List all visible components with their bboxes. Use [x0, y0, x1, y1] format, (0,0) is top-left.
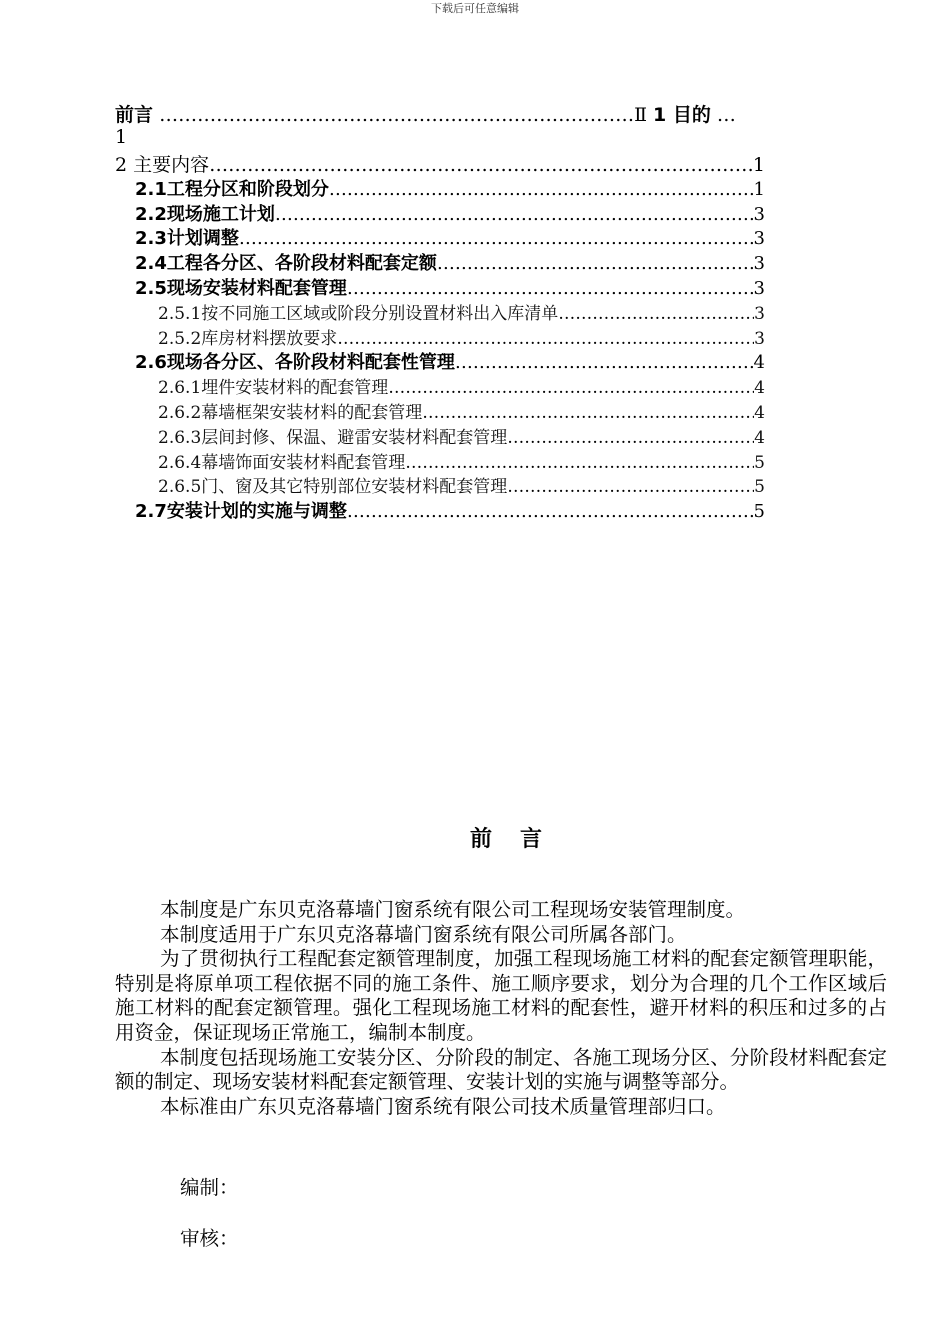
toc-entry-page: 4: [754, 427, 765, 448]
toc-entry-label: 2.4工程各分区、各阶段材料配套定额: [135, 253, 437, 274]
toc-entry-label: 2.6.1埋件安装材料的配套管理: [158, 378, 389, 398]
toc-row-preface[interactable]: [115, 100, 765, 126]
toc-leader-dots: …………………………………………………………………: [159, 104, 635, 126]
toc-entry-page: 5: [754, 452, 765, 473]
toc-entry-page: 5: [754, 477, 765, 498]
toc-entry-label: 2.6.2幕墙框架安装材料的配套管理: [158, 402, 423, 423]
toc-entry[interactable]: [115, 274, 765, 299]
toc-leader-dots: [275, 204, 754, 225]
toc-entry-page: 1: [753, 178, 765, 200]
toc-entry[interactable]: [115, 150, 765, 175]
toc-entry-page: 3: [754, 328, 765, 349]
toc-entry-label: 2.3计划调整: [135, 228, 239, 250]
toc-entry-label: 2.1工程分区和阶段划分: [135, 178, 329, 200]
toc-entry-label: 2.6.4幕墙饰面安装材料配套管理: [158, 452, 406, 473]
toc-leader-dots: [329, 179, 754, 200]
toc-entry[interactable]: [115, 423, 765, 448]
toc-entry[interactable]: [115, 224, 765, 249]
toc-entry[interactable]: [115, 398, 765, 423]
toc-leader-dots: [455, 352, 754, 373]
toc-entry[interactable]: [115, 472, 765, 497]
toc-entry[interactable]: [115, 448, 765, 473]
toc-entry-page: 3: [753, 203, 765, 225]
preface-paragraph: 本制度适用于广东贝克洛幕墙门窗系统有限公司所属各部门。: [160, 922, 687, 946]
toc-entry-label: 2.6.3层间封修、保温、避雷安装材料配套管理: [158, 427, 508, 448]
toc-entry[interactable]: [115, 249, 765, 274]
toc-leader-dots: [422, 403, 754, 423]
toc-leader-dots: [558, 304, 754, 324]
toc-leader-dots: [347, 501, 754, 522]
toc-entry-page: 4: [753, 352, 765, 374]
toc-purpose-label: 1 目的: [653, 104, 711, 126]
toc-entry-page: 1: [752, 154, 765, 175]
toc-entry-label: 2.5.1按不同施工区域或阶段分别设置材料出入库清单: [158, 303, 559, 324]
toc-leader-dots: [347, 278, 754, 299]
toc-entry-label: 2.6.5门、窗及其它特别部位安装材料配套管理: [158, 477, 508, 498]
toc-entry-page: 4: [754, 402, 765, 423]
table-of-contents: [115, 100, 765, 522]
header-watermark: 下载后可任意编辑: [431, 2, 519, 15]
toc-leader-dots: [239, 228, 754, 249]
toc-entry-page: 3: [753, 253, 765, 274]
toc-entry[interactable]: [115, 373, 765, 398]
preface-title: 前言: [469, 827, 570, 852]
toc-entry-page: 3: [753, 277, 765, 299]
toc-preface-page: Ⅱ: [634, 104, 647, 126]
toc-entry-label: 2.7安装计划的实施与调整: [135, 501, 347, 522]
preface-paragraph: 为了贯彻执行工程配套定额管理制度，加强工程现场施工材料的配套定额管理职能，特别是将原单项工程依据不同的施工条件、施工顺序要求，划分为合理的几个工作区域后施工材料的配套定额管理。强化工程现场施工材料的配套性，避开材料的积压和过多的占用资金，保证现场正常施工，编制本制度。: [115, 947, 887, 1044]
toc-entry-page: 3: [753, 228, 765, 250]
toc-leader-dots: …: [716, 104, 736, 126]
toc-leader-dots: [507, 477, 754, 497]
preface-paragraph: 本标准由广东贝克洛幕墙门窗系统有限公司技术质量管理部归口。: [160, 1094, 726, 1118]
toc-leader-dots: [337, 329, 754, 349]
toc-entry-label: 2.6现场各分区、各阶段材料配套性管理: [135, 352, 455, 374]
toc-leader-dots: [405, 453, 754, 473]
toc-entry[interactable]: [115, 348, 765, 373]
toc-leader-dots: [209, 154, 753, 175]
toc-entry-page: 3: [754, 303, 765, 324]
toc-entry-label: 2.2现场施工计划: [135, 203, 275, 225]
preface-paragraph: 本制度包括现场施工安装分区、分阶段的制定、各施工现场分区、分阶段材料配套定额的制定、现场安装材料配套定额管理、安装计划的实施与调整等部分。: [115, 1045, 887, 1094]
compiled-by-label: 编制：: [180, 1176, 239, 1199]
toc-entry-label: 2.5.2库房材料摆放要求: [158, 328, 338, 349]
toc-entry[interactable]: [115, 497, 765, 522]
toc-entry[interactable]: [115, 324, 765, 349]
toc-leader-dots: [437, 253, 754, 274]
toc-entry[interactable]: [115, 200, 765, 225]
toc-leader-dots: [507, 428, 754, 448]
toc-entry-page: 5: [753, 501, 765, 522]
reviewed-by-label: 审核：: [180, 1227, 239, 1250]
toc-entry-page: 4: [754, 378, 765, 398]
toc-entry-list: [115, 150, 765, 522]
preface-paragraph: 本制度是广东贝克洛幕墙门窗系统有限公司工程现场安装管理制度。: [160, 898, 746, 921]
toc-entry[interactable]: [115, 175, 765, 200]
toc-row-purpose[interactable]: [115, 126, 660, 150]
toc-entry-label: 2 主要内容: [115, 154, 210, 175]
toc-preface-label: 前言: [115, 104, 154, 126]
toc-entry-label: 2.5现场安装材料配套管理: [135, 277, 347, 299]
toc-entry[interactable]: [115, 299, 765, 324]
preface-body: [115, 898, 887, 1119]
toc-purpose-page: 1: [115, 126, 128, 148]
toc-leader-dots: [388, 378, 754, 398]
